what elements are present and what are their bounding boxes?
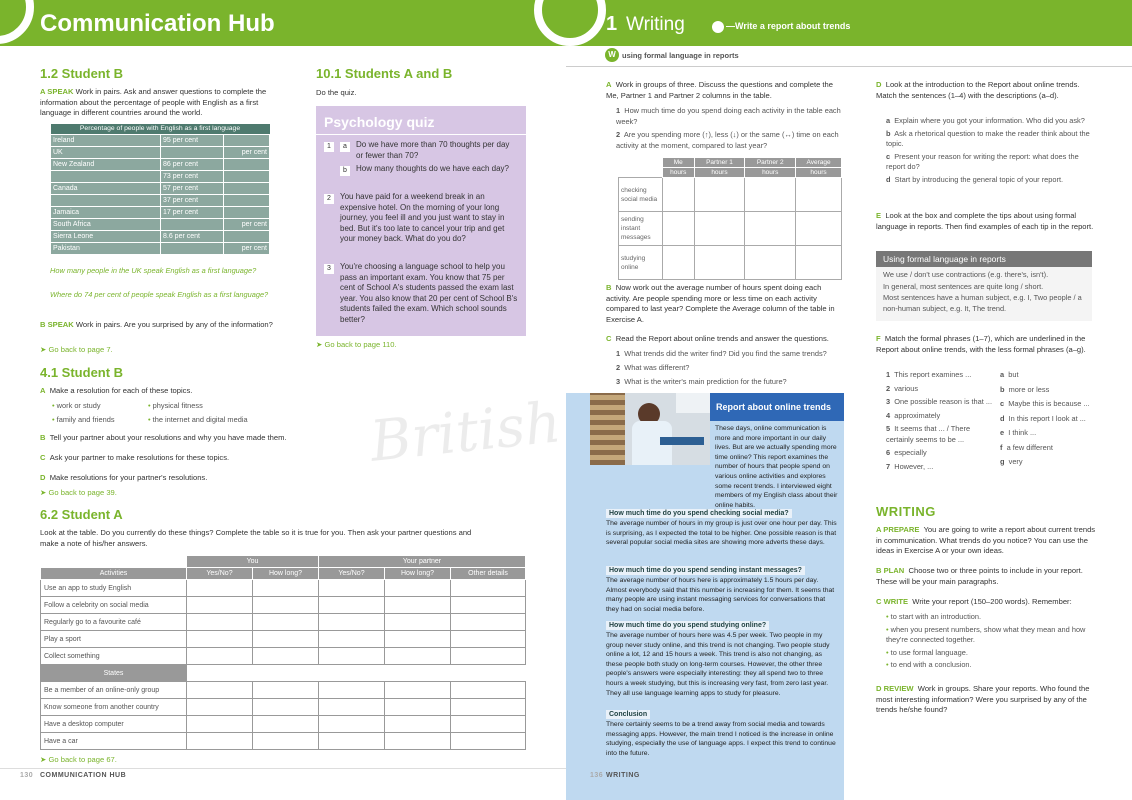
table-cell xyxy=(224,230,270,242)
section-heading-6-2: 6.2 Student A xyxy=(40,507,123,522)
answer-cell[interactable] xyxy=(451,648,526,665)
section-heading-4-1: 4.1 Student B xyxy=(40,365,124,380)
informal-phrase: g very xyxy=(1000,457,1023,466)
table-cell: 73 per cent xyxy=(161,170,224,182)
table-cell: per cent xyxy=(224,218,270,230)
table-cell: Jamaica xyxy=(51,206,161,218)
exercise-b-text: B SPEAK Work in pairs. Are you surprised by any of the information? xyxy=(40,320,273,329)
formal-phrase: 1 This report examines ... xyxy=(886,370,972,379)
table-row xyxy=(41,716,526,733)
answer-cell[interactable] xyxy=(253,699,319,716)
table-cell xyxy=(161,242,224,254)
report-heading-3: How much time do you spend studying online? xyxy=(606,621,769,630)
writing-c-list xyxy=(886,612,1098,673)
answer-cell[interactable] xyxy=(187,716,253,733)
exercise-c-text: C Read the Report about online trends and answer the questions. xyxy=(606,334,829,343)
quiz-title: Psychology quiz xyxy=(324,114,435,130)
formal-language-box-title: Using formal language in reports xyxy=(876,251,1092,267)
formal-phrases-list xyxy=(886,370,996,475)
table-cell xyxy=(51,170,161,182)
exercise-c-q2: 2 What was different? xyxy=(616,363,690,372)
answer-cell[interactable] xyxy=(187,699,253,716)
table-cell: 37 per cent xyxy=(161,194,224,206)
answer-cell[interactable] xyxy=(663,246,695,280)
description-item: b Ask a rhetorical question to make the reader think about the topic. xyxy=(886,128,1090,148)
table-row xyxy=(41,631,526,648)
quiz-q3-number: 3 xyxy=(324,264,334,274)
table-row xyxy=(619,178,842,212)
exercise-e-text: E Look at the box and complete the tips about using formal language in reports. Then find examples of each tip in the report. xyxy=(876,211,1094,231)
exercise-a-q2: 2 Are you spending more (↑), less (↓) or the same (↔) time on each activity at the moment, compared to last year? xyxy=(616,130,839,150)
answer-cell[interactable] xyxy=(319,716,385,733)
report-paragraph-2: The average number of hours here is approximately 1.5 hours per day. Almost everybody said that this number is increasing for them. It seems that many people are using instant messaging services for conversations that they had on social media before. xyxy=(606,577,835,613)
table-row xyxy=(51,146,270,158)
answer-cell[interactable] xyxy=(253,682,319,699)
answer-cell[interactable] xyxy=(319,733,385,750)
answer-cell[interactable] xyxy=(385,665,451,682)
table-cell xyxy=(51,194,161,206)
answer-cell[interactable] xyxy=(385,648,451,665)
answer-cell[interactable] xyxy=(796,246,842,280)
quiz-q3: You're choosing a language school to help you pass an important exam. You know that 75 per cent of School A's students passed the exam last year. You also know that 20 per cent of School B's students failed the exam. Which school sounds better? xyxy=(340,262,518,324)
answer-cell[interactable] xyxy=(187,597,253,614)
exercise-c-text: C Ask your partner to make resolutions for these topics. xyxy=(40,453,230,462)
table-cell: 57 per cent xyxy=(161,182,224,194)
answer-cell[interactable] xyxy=(385,699,451,716)
report-photo xyxy=(590,393,710,465)
answer-cell[interactable] xyxy=(451,614,526,631)
writing-c: C WRITE Write your report (150–200 words). Remember: xyxy=(876,597,1072,606)
psychology-quiz-box xyxy=(316,106,526,336)
report-heading-1: How much time do you spend checking social media? xyxy=(606,509,792,518)
answer-cell[interactable] xyxy=(253,597,319,614)
table-cell: 95 per cent xyxy=(161,134,224,146)
answer-cell[interactable] xyxy=(319,665,385,682)
page-number: 136 xyxy=(590,772,604,779)
table-cell xyxy=(224,134,270,146)
table-row xyxy=(41,597,526,614)
activity-cell: Regularly go to a favourite café xyxy=(41,614,187,631)
table-cell: South Africa xyxy=(51,218,161,230)
quiz-q1-number: 1 xyxy=(324,142,334,152)
activity-cell: Have a desktop computer xyxy=(41,716,187,733)
answer-cell[interactable] xyxy=(253,648,319,665)
writing-b: B PLAN Choose two or three points to include in your report. These will be your main paragraphs. xyxy=(876,566,1083,586)
table-cell: 8.6 per cent xyxy=(161,230,224,242)
answer-cell[interactable] xyxy=(385,682,451,699)
table-cell xyxy=(224,206,270,218)
answer-cell[interactable] xyxy=(385,580,451,597)
box-line: In general, most sentences are quite long / short. xyxy=(883,281,1044,291)
table-row xyxy=(51,182,270,194)
page-title: Communication Hub xyxy=(40,10,275,37)
table-row xyxy=(619,246,842,280)
activity-cell: Use an app to study English xyxy=(41,580,187,597)
topic-item: • work or study xyxy=(52,401,101,410)
description-item: a Explain where you got your information. Who did you ask? xyxy=(886,116,1085,125)
exercise-c-q1: 1 What trends did the writer find? Did you find the same trends? xyxy=(616,349,827,358)
watermark: British xyxy=(367,390,564,475)
answer-cell[interactable] xyxy=(694,212,745,246)
activity-cell: Know someone from another country xyxy=(41,699,187,716)
writing-a: A PREPARE You are going to write a report about current trends in communication. What trends do you notice? You can use the ideas in Exercise A or your own ideas. xyxy=(876,525,1096,555)
table-row xyxy=(51,158,270,170)
page-number: 130 xyxy=(20,772,34,779)
answer-cell[interactable] xyxy=(451,665,526,682)
answer-cell[interactable] xyxy=(796,178,842,212)
answer-cell[interactable] xyxy=(385,631,451,648)
english-percentage-table xyxy=(50,124,270,255)
informal-phrase: e I think ... xyxy=(1000,428,1037,437)
answer-cell[interactable] xyxy=(451,682,526,699)
answer-cell[interactable] xyxy=(694,178,745,212)
answer-cell[interactable] xyxy=(187,733,253,750)
topic-item: • physical fitness xyxy=(148,401,203,410)
writing-tip: • to start with an introduction. xyxy=(886,612,982,621)
answer-cell[interactable] xyxy=(319,597,385,614)
quiz-q2-number: 2 xyxy=(324,194,334,204)
informal-phrase: a but xyxy=(1000,370,1019,379)
unit-number: 1 xyxy=(606,13,618,35)
answer-cell[interactable] xyxy=(253,580,319,597)
informal-phrase: c Maybe this is because ... xyxy=(1000,399,1090,408)
exercise-d-text: D Make resolutions for your partner's resolutions. xyxy=(40,473,208,482)
writing-heading: WRITING xyxy=(876,504,936,519)
table-cell: Canada xyxy=(51,182,161,194)
answer-cell[interactable] xyxy=(319,631,385,648)
activities-table: You Your partner Activities Yes/No? How long? Yes/No? How long? Other details Use an app to study English Follow a celebrity on social media Regularly go to a favourite café Play a sport Collect something States Be a member of an online-only group Know someone from another country Have a desktop computer Have a car xyxy=(40,555,526,750)
table-row xyxy=(41,733,526,750)
table-row xyxy=(51,170,270,182)
table-cell: Pakistan xyxy=(51,242,161,254)
page-footer: COMMUNICATION HUB xyxy=(40,772,127,779)
activity-cell: Follow a celebrity on social media xyxy=(41,597,187,614)
question-1: How many people in the UK speak English as a first language? xyxy=(50,266,257,275)
exercise-a-text: A Work in groups of three. Discuss the questions and complete the Me, Partner 1 and Partner 2 columns in the table. xyxy=(606,80,833,100)
report-heading-4: Conclusion xyxy=(606,710,650,719)
table-row xyxy=(41,614,526,631)
activity-cell: Collect something xyxy=(41,648,187,665)
formal-phrase: 7 However, ... xyxy=(886,461,934,471)
answer-cell[interactable] xyxy=(187,665,253,682)
answer-cell[interactable] xyxy=(451,699,526,716)
answer-cell[interactable] xyxy=(451,597,526,614)
topic-item: • family and friends xyxy=(52,415,115,424)
back-link[interactable]: ➤ Go back to page 7. xyxy=(40,345,113,354)
informal-phrase: b more or less xyxy=(1000,384,1050,394)
exercise-a-text: A SPEAK Work in pairs. Ask and answer questions to complete the information about the percentage of people with English as a first language in different countries around the world. xyxy=(40,87,267,117)
activity-cell: studying online xyxy=(619,246,663,280)
answer-cell[interactable] xyxy=(385,733,451,750)
exercise-d-text: D Look at the introduction to the Report about online trends. Match the sentences (1–4) with the descriptions (a–d). xyxy=(876,80,1080,100)
answer-cell[interactable] xyxy=(319,699,385,716)
page-footer: WRITING xyxy=(606,772,640,779)
table-cell: 17 per cent xyxy=(161,206,224,218)
formal-language-box xyxy=(876,251,1092,321)
topic-item: • the internet and digital media xyxy=(148,415,248,424)
activity-cell: checking social media xyxy=(619,178,663,212)
table-cell: UK xyxy=(51,146,161,158)
answer-cell[interactable] xyxy=(451,580,526,597)
quiz-q2: You have paid for a weekend break in an expensive hotel. On the morning of your long journey, you feel ill and you just want to stay in bed. But it's too late to cancel your trip and get your money back. What do you do? xyxy=(340,192,505,243)
table-row xyxy=(51,242,270,254)
section-heading-1-2: 1.2 Student B xyxy=(40,66,124,81)
formal-phrase: 3 One possible reason is that ... xyxy=(886,397,993,406)
table-intro: Look at the table. Do you currently do these things? Complete the table so it is true for you. Then ask your partner questions and make a note of his/her answers. xyxy=(40,528,472,548)
answer-cell[interactable] xyxy=(451,733,526,750)
formal-phrase: 2 various xyxy=(886,383,919,393)
answer-cell[interactable] xyxy=(319,648,385,665)
goal-text: using formal language in reports xyxy=(622,51,739,60)
quiz-q1a-letter: a xyxy=(340,142,350,152)
back-link[interactable]: ➤ Go back to page 67. xyxy=(40,755,117,764)
answer-cell[interactable] xyxy=(187,631,253,648)
answer-cell[interactable] xyxy=(694,246,745,280)
writing-tip: • to use formal language. xyxy=(886,647,968,657)
informal-phrase: d In this report I look at ... xyxy=(1000,413,1086,423)
informal-phrases-list xyxy=(1000,370,1096,472)
unit-subtitle: Write a report about trends xyxy=(735,21,851,31)
report-heading-2: How much time do you spend sending instant messages? xyxy=(606,566,805,575)
report-title: Report about online trends xyxy=(710,393,844,421)
writing-tip: • when you present numbers, show what they mean and how they're connected together. xyxy=(886,624,1086,644)
col-group-you: You xyxy=(187,556,319,568)
answer-cell[interactable] xyxy=(385,614,451,631)
activity-cell: sending instant messages xyxy=(619,212,663,246)
answer-cell[interactable] xyxy=(253,716,319,733)
goal-circle-icon xyxy=(712,21,724,33)
quiz-q1b: How many thoughts do we have each day? xyxy=(356,164,509,173)
answer-cell[interactable] xyxy=(745,246,796,280)
table-row xyxy=(51,230,270,242)
exercise-b-text: B Tell your partner about your resolutions and why you have made them. xyxy=(40,433,287,442)
answer-cell[interactable] xyxy=(451,631,526,648)
formal-phrase: 6 especially xyxy=(886,448,927,457)
table-row xyxy=(51,134,270,146)
activity-cell: Be a member of an online-only group xyxy=(41,682,187,699)
answer-cell[interactable] xyxy=(187,682,253,699)
exercise-f-text: F Match the formal phrases (1–7), which are underlined in the Report about online trends, with the less formal phrases (a–g). xyxy=(876,334,1086,354)
back-link[interactable]: ➤ Go back to page 39. xyxy=(40,488,117,497)
answer-cell[interactable] xyxy=(319,614,385,631)
activity-cell: Play a sport xyxy=(41,631,187,648)
table-cell xyxy=(224,158,270,170)
col-group-partner: Your partner xyxy=(319,556,526,568)
unit-title: Writing xyxy=(626,14,685,35)
table-cell: Ireland xyxy=(51,134,161,146)
answer-cell[interactable] xyxy=(187,648,253,665)
table-cell: Sierra Leone xyxy=(51,230,161,242)
report-intro: These days, online communication is more and more important in our daily lives. But are we actually spending more time online? This report examines the number of hours that people spend on various online activities and explores some recent trends. I interviewed eight members of my English class about their online habits. xyxy=(715,425,838,509)
table-cell: New Zealand xyxy=(51,158,161,170)
answer-cell[interactable] xyxy=(187,614,253,631)
informal-phrase: f a few different xyxy=(1000,442,1053,452)
table-row xyxy=(619,212,842,246)
question-2: Where do 74 per cent of people speak English as a first language? xyxy=(50,290,269,299)
table-cell xyxy=(224,182,270,194)
answer-cell[interactable] xyxy=(319,580,385,597)
back-link[interactable]: ➤ Go back to page 110. xyxy=(316,340,397,349)
answer-cell[interactable] xyxy=(745,212,796,246)
table-cell: per cent xyxy=(224,146,270,158)
exercise-c-q3: 3 What is the writer's main prediction for the future? xyxy=(616,377,787,386)
answer-cell[interactable] xyxy=(319,682,385,699)
table-row xyxy=(41,648,526,665)
report-paragraph-1: The average number of hours in my group is just over one hour per day. This is surprising, as I expected the total to be higher. One possible reason is that several popular social media sites are showing more adverts these days. xyxy=(606,520,837,547)
answer-cell[interactable] xyxy=(385,597,451,614)
quiz-q1b-letter: b xyxy=(340,166,350,176)
answer-cell[interactable] xyxy=(663,212,695,246)
section-heading-10-1: 10.1 Students A and B xyxy=(316,66,453,81)
hours-grid: Me Partner 1 Partner 2 Average hours hours hours hours checking social media sending instant messages studying online xyxy=(618,157,842,280)
table-header: Percentage of people with English as a first language xyxy=(51,124,270,134)
box-line: We use / don't use contractions (e.g. there's, isn't). xyxy=(883,270,1049,279)
description-item: d Start by introducing the general topic of your report. xyxy=(886,174,1064,184)
writing-goal-icon: W xyxy=(605,48,619,62)
activity-cell: Have a car xyxy=(41,733,187,750)
answer-cell[interactable] xyxy=(187,580,253,597)
table-cell xyxy=(224,170,270,182)
report-paragraph-3: The average number of hours here was 4.5 per week. Two people in my group never study online, and this trend is not changing. Two people study online a lot, 12 and 15 hours a week. This trend is also not changing, as these people both study on long-term courses. However, the other three people's answers were especially interesting: they all spend two to three hours a week studying, but this is increasing very fast, from zero last year. They all use language learning apps to study for pleasure. xyxy=(606,632,830,697)
exercise-a-q1: 1 How much time do you spend doing each activity in the table each week? xyxy=(616,106,841,126)
description-item: c Present your reason for writing the report: what does the report do? xyxy=(886,151,1079,171)
answer-cell[interactable] xyxy=(253,733,319,750)
table-row xyxy=(51,206,270,218)
report-paragraph-4: There certainly seems to be a trend away from social media and towards messaging apps. However, the main trend I noticed is the increase in online studying, especially the use of language apps. I expect this trend to continue into the future. xyxy=(606,721,836,757)
quiz-intro: Do the quiz. xyxy=(316,88,357,97)
table-cell: 86 per cent xyxy=(161,158,224,170)
answer-cell[interactable] xyxy=(253,631,319,648)
exercise-a-text: A Make a resolution for each of these topics. xyxy=(40,386,193,395)
table-row xyxy=(41,699,526,716)
answer-cell[interactable] xyxy=(253,614,319,631)
table-row xyxy=(41,682,526,699)
table-cell: per cent xyxy=(224,242,270,254)
table-row xyxy=(51,194,270,206)
states-label: States xyxy=(41,665,187,682)
table-row xyxy=(41,665,526,682)
answer-cell[interactable] xyxy=(385,716,451,733)
exercise-d-list xyxy=(886,116,1094,187)
box-line: Most sentences have a human subject, e.g. I, Two people / a non-human subject, e.g. It, The trend. xyxy=(883,293,1082,313)
answer-cell[interactable] xyxy=(253,665,319,682)
table-cell xyxy=(161,146,224,158)
formal-phrase: 5 It seems that ... / There certainly seems to be ... xyxy=(886,424,971,444)
answer-cell[interactable] xyxy=(745,178,796,212)
table-row xyxy=(41,580,526,597)
writing-tip: • to end with a conclusion. xyxy=(886,660,972,669)
table-cell xyxy=(224,194,270,206)
formal-phrase: 4 approximately xyxy=(886,410,941,420)
answer-cell[interactable] xyxy=(796,212,842,246)
exercise-b-text: B Now work out the average number of hours spent doing each activity. Are people spending more or less time on each activity compared to last year? Complete the Average column of the table in Exercise A. xyxy=(606,283,835,324)
table-row xyxy=(51,218,270,230)
answer-cell[interactable] xyxy=(663,178,695,212)
writing-d: D REVIEW Work in groups. Share your reports. Who found the most interesting information? Were you surprised by any of the trends he/she found? xyxy=(876,684,1090,714)
answer-cell[interactable] xyxy=(451,716,526,733)
table-cell xyxy=(161,218,224,230)
quiz-q1a: Do we have more than 70 thoughts per day or fewer than 70? xyxy=(356,140,510,160)
